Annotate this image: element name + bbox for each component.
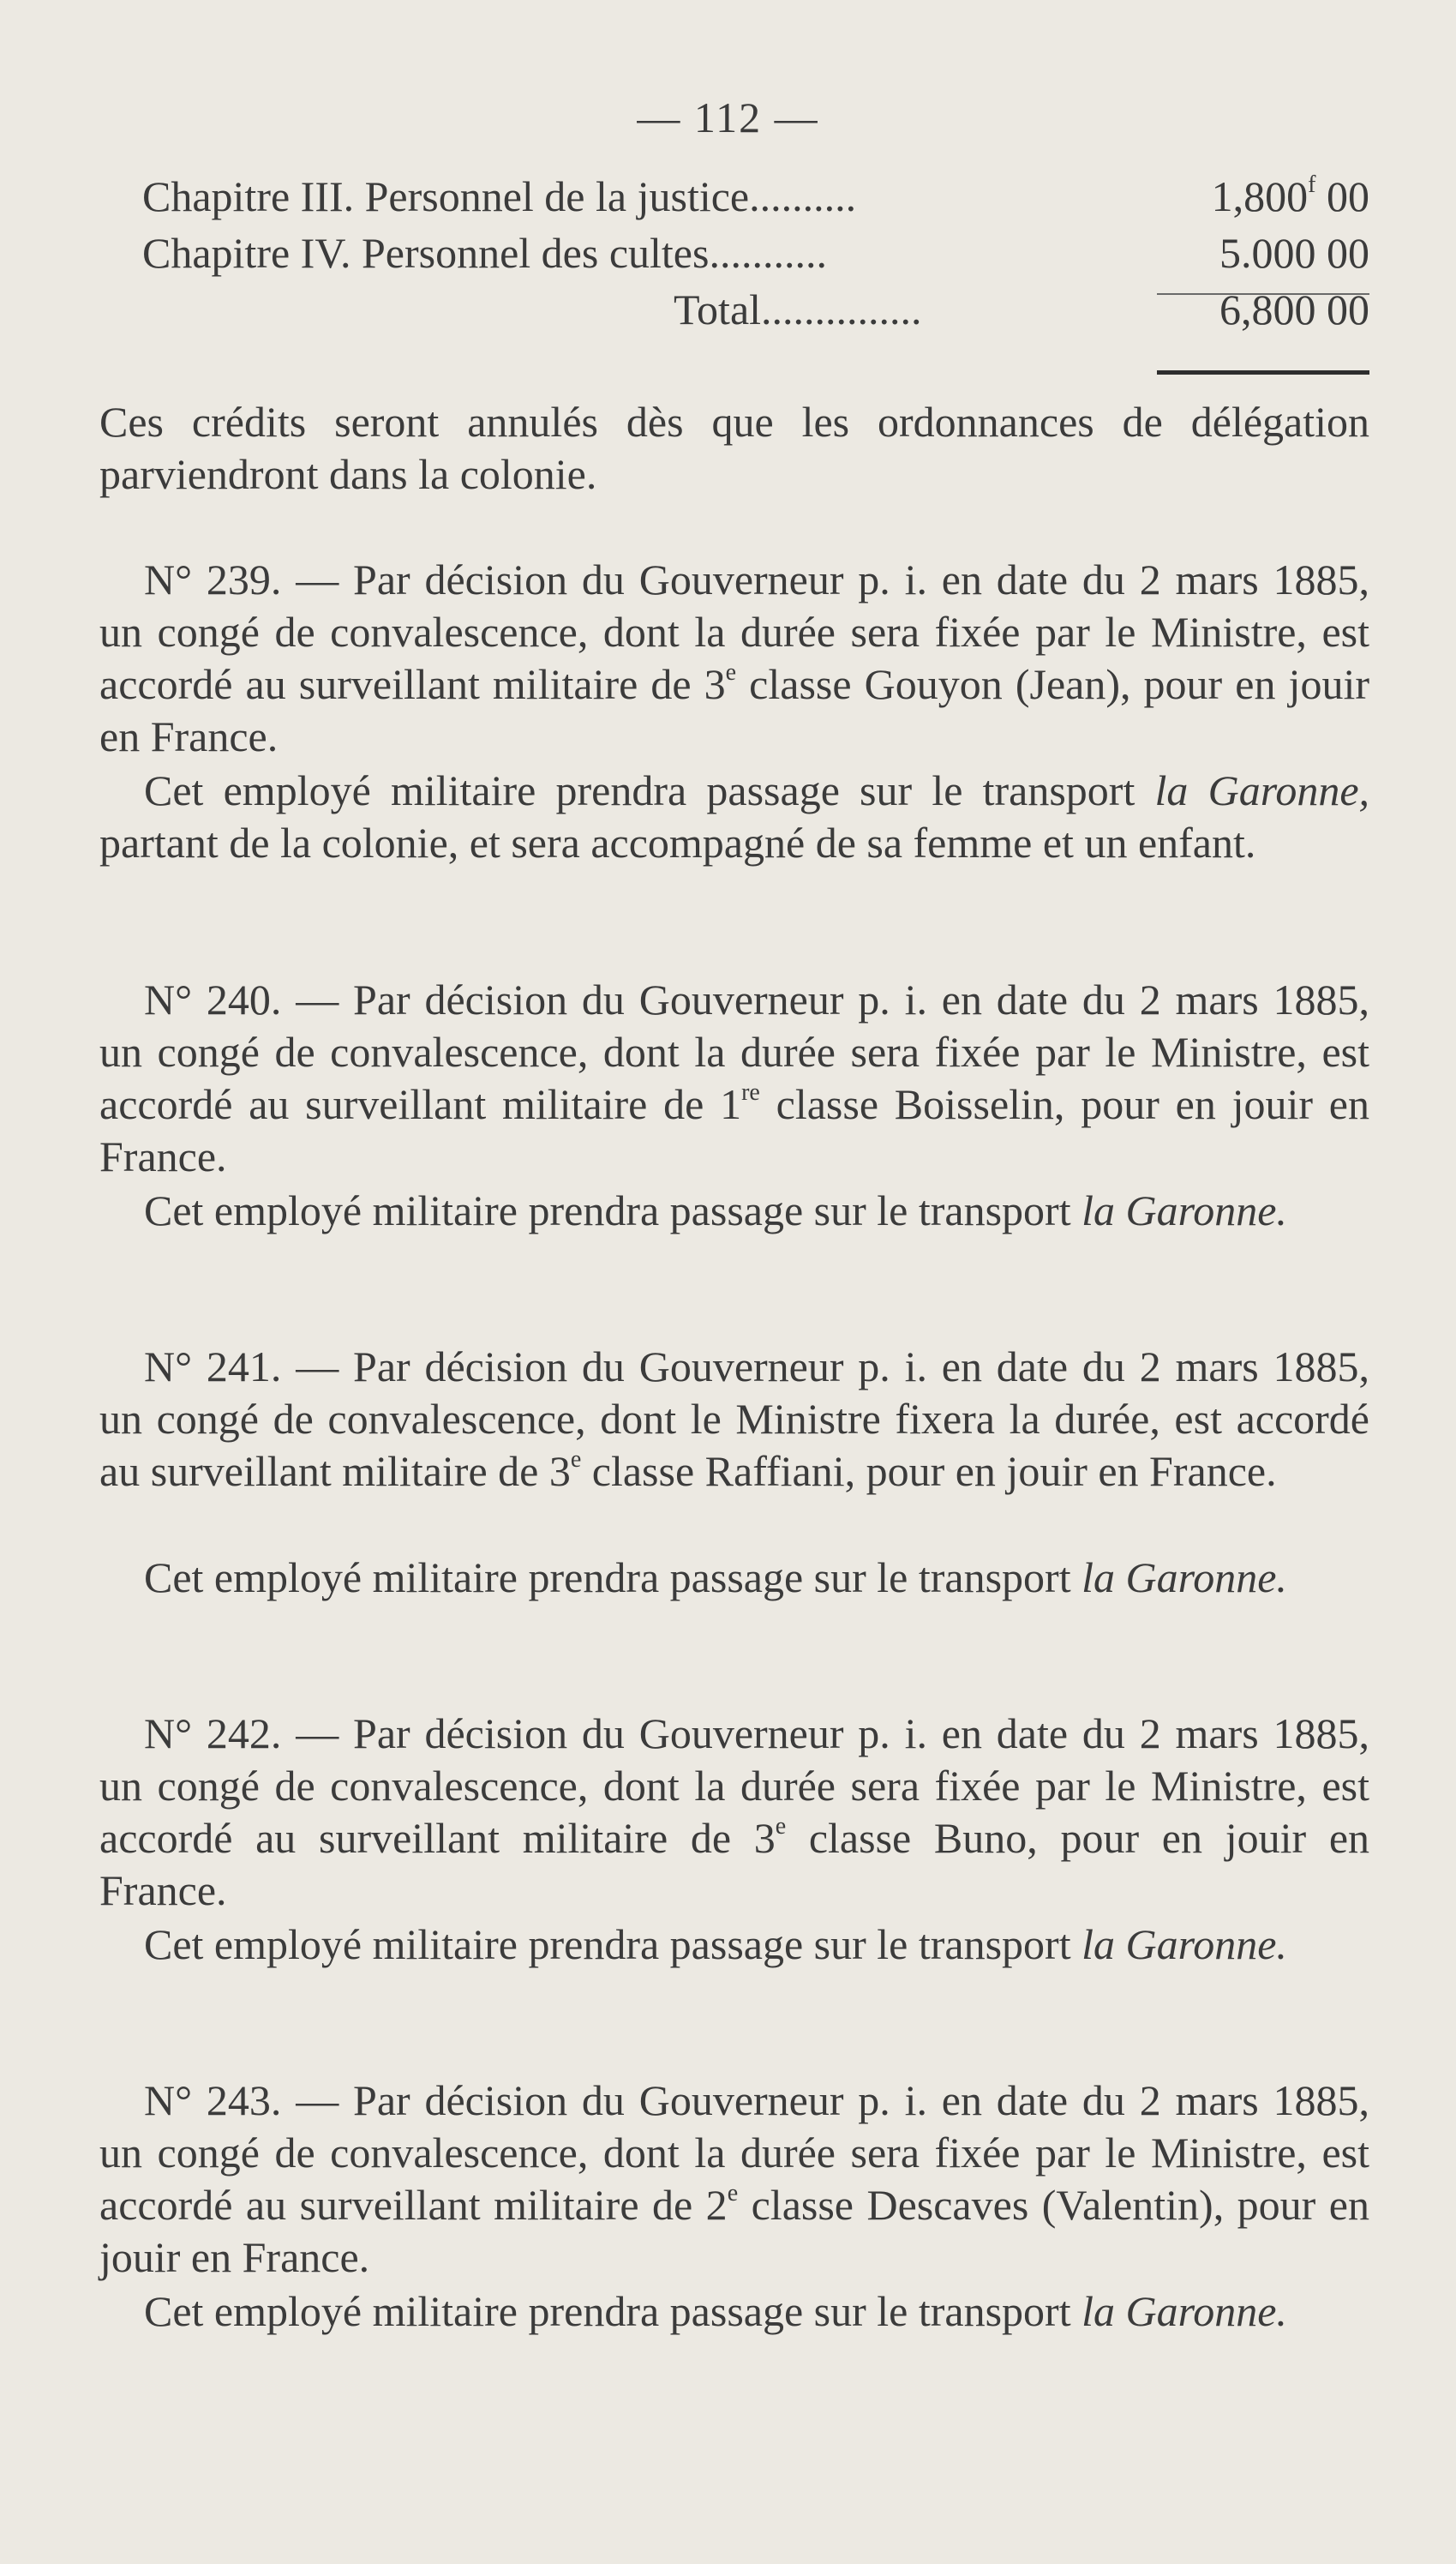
budget-table xyxy=(142,171,1369,341)
ordinal-suffix: e xyxy=(570,1446,582,1473)
ship-name: la Garonne. xyxy=(1082,1920,1287,1968)
page-number: — 112 — xyxy=(637,93,819,141)
decision-text: N° 241. — Par décision du Gouverneur p. i. en date du 2 mars 1885, un congé de convalescence, dont le Ministre fixera la durée, est accordé au surveillant militaire de 3 xyxy=(99,1342,1369,1495)
amount-whole: 1,800 xyxy=(1211,172,1309,220)
decision-text: classe Boisselin, pour en jouir en France. xyxy=(99,1080,1369,1180)
intro-paragraph: Ces crédits seront annulés dès que les ordonnances de délégation parviendront dans la colonie. xyxy=(99,398,1369,498)
transport-text: Cet employé militaire prendra passage sur le transport xyxy=(144,1186,1082,1234)
decision-paragraph xyxy=(99,1708,1369,1917)
decision-text: classe Descaves (Valentin), pour en jouir en France. xyxy=(99,2181,1370,2281)
decision-text: N° 242. — Par décision du Gouverneur p. i. en date du 2 mars 1885, un congé de convalescence, dont la durée sera fixée par le Ministre, est accordé au surveillant militaire de 3 xyxy=(99,1709,1369,1862)
decision-text: classe Raffiani, pour en jouir en France. xyxy=(581,1447,1277,1495)
amount-currency: f xyxy=(1308,171,1316,198)
decision-text: N° 240. — Par décision du Gouverneur p. i. en date du 2 mars 1885, un congé de convalescence, dont la durée sera fixée par le Ministre, est accordé au surveillant militaire de 1 xyxy=(99,976,1369,1128)
transport-text: Cet employé militaire prendra passage sur le transport xyxy=(144,2287,1082,2335)
ordinal-suffix: e xyxy=(725,659,737,686)
decision-paragraph xyxy=(99,2075,1369,2284)
transport-paragraph xyxy=(99,1185,1369,1237)
ordinal-suffix: e xyxy=(727,2180,739,2207)
budget-total-amount: 6,800 00 xyxy=(1219,285,1369,333)
transport-paragraph xyxy=(99,1918,1369,1971)
budget-total-label: Total............... xyxy=(674,285,922,333)
decision-paragraph xyxy=(99,554,1369,763)
budget-row-amount: 5.000 00 xyxy=(1219,229,1369,277)
total-rule xyxy=(1157,293,1369,295)
ship-name: la Garonne. xyxy=(1082,1186,1287,1234)
budget-row-label: Chapitre III. Personnel de la justice.......... xyxy=(142,172,857,220)
decision-text: classe Gouyon (Jean), pour en jouir en France. xyxy=(99,660,1369,760)
transport-paragraph xyxy=(99,765,1369,869)
decision-text: N° 243. — Par décision du Gouverneur p. i. en date du 2 mars 1885, un congé de convalescence, dont la durée sera fixée par le Ministre, est accordé au surveillant militaire de 2 xyxy=(99,2076,1369,2229)
decision-text: classe Buno, pour en jouir en France. xyxy=(99,1814,1370,1914)
budget-row-amount xyxy=(1212,171,1369,221)
budget-row xyxy=(142,171,1369,228)
ordinal-suffix: e xyxy=(775,1813,787,1840)
decision-paragraph xyxy=(99,1341,1369,1498)
transport-text: Cet employé militaire prendra passage sur le transport xyxy=(144,1920,1082,1968)
amount-cents: 00 xyxy=(1315,172,1369,220)
decision-text: N° 239. — Par décision du Gouverneur p. i. en date du 2 mars 1885, un congé de convalescence, dont la durée sera fixée par le Ministre, est accordé au surveillant militaire de 3 xyxy=(99,555,1369,708)
ship-name: la Garonne, xyxy=(1154,766,1370,814)
transport-paragraph xyxy=(99,2285,1369,2338)
budget-row xyxy=(142,228,1369,285)
transport-paragraph xyxy=(99,1552,1369,1604)
transport-text: Cet employé militaire prendra passage sur le transport xyxy=(144,1553,1082,1601)
ship-name: la Garonne. xyxy=(1082,2287,1287,2335)
total-double-rule xyxy=(1157,370,1369,375)
ship-name: la Garonne. xyxy=(1082,1553,1287,1601)
budget-row-label: Chapitre IV. Personnel des cultes........... xyxy=(142,229,827,277)
ordinal-suffix: re xyxy=(741,1079,760,1106)
transport-text: partant de la colonie, et sera accompagné de sa femme et un enfant. xyxy=(99,819,1256,867)
decision-paragraph xyxy=(99,974,1369,1183)
transport-text: Cet employé militaire prendra passage sur le transport xyxy=(144,766,1155,814)
